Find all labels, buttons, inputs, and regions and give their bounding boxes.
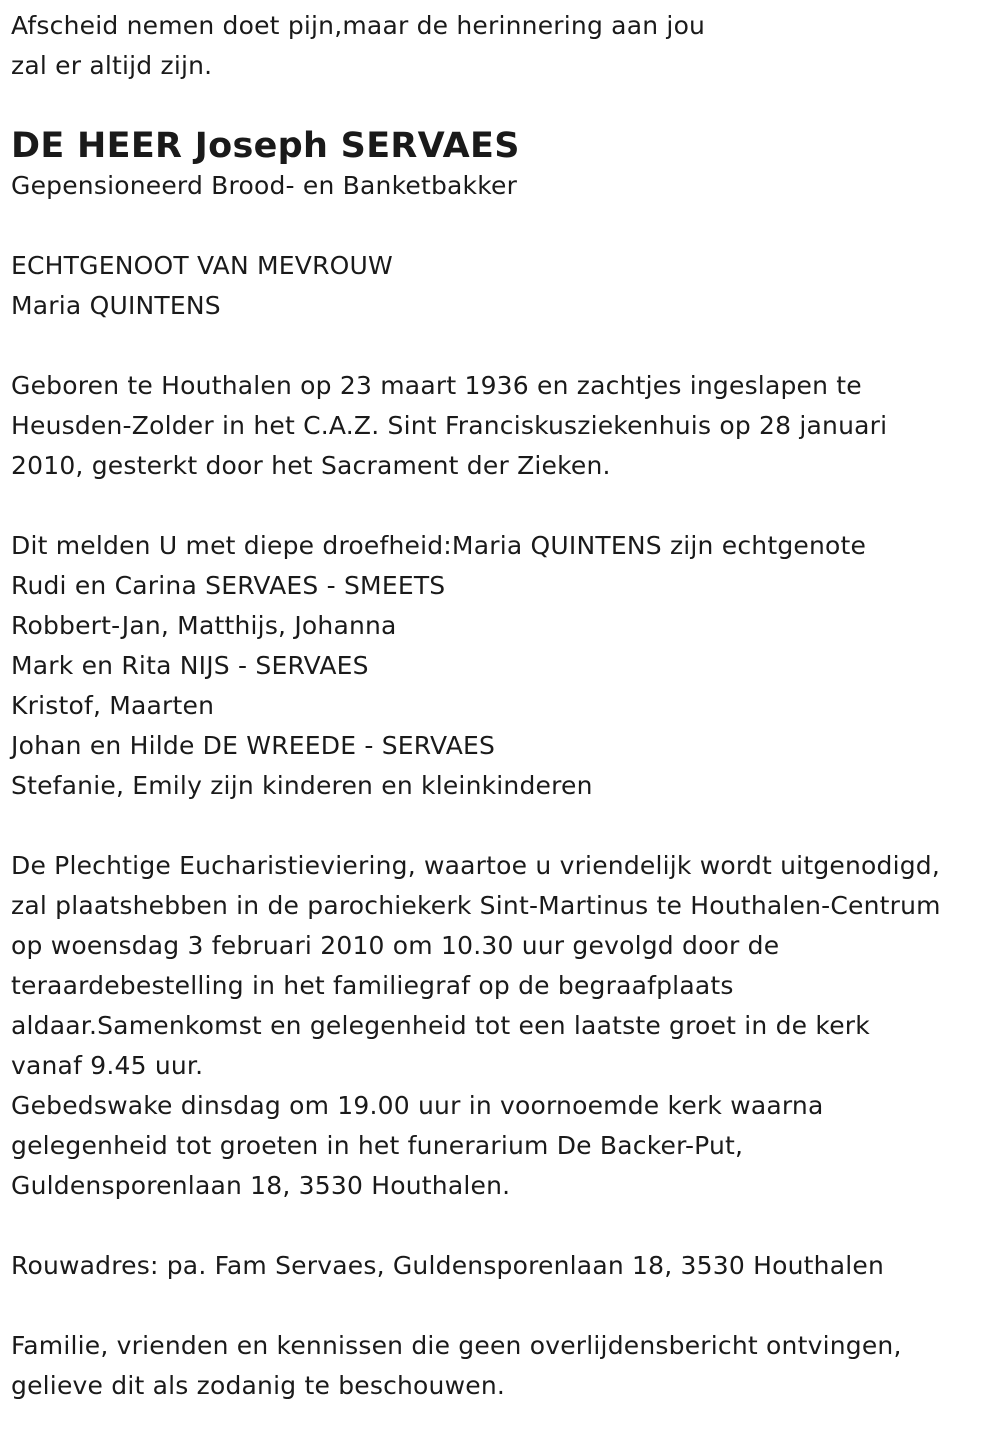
closing-section: [11, 1326, 996, 1406]
family-line: Stefanie, Emily zijn kinderen en kleinkinderen: [11, 771, 593, 800]
family-line: Robbert-Jan, Matthijs, Johanna: [11, 611, 397, 640]
quote-line: Afscheid nemen doet pijn,maar de herinnering aan jou: [11, 11, 706, 40]
ceremony-line: zal plaatshebben in de parochiekerk Sint-Martinus te Houthalen-Centrum: [11, 891, 941, 920]
ceremony-line: teraardebestelling in het familiegraf op de begraafplaats: [11, 971, 734, 1000]
family-section: [11, 526, 996, 806]
ceremony-line: gelegenheid tot groeten in het funerarium De Backer-Put,: [11, 1131, 744, 1160]
family-line: Rudi en Carina SERVAES - SMEETS: [11, 571, 446, 600]
quote-line: zal er altijd zijn.: [11, 51, 213, 80]
family-line: Kristof, Maarten: [11, 691, 215, 720]
profession-text: Gepensioneerd Brood- en Banketbakker: [11, 171, 518, 200]
ceremony-line: Guldensporenlaan 18, 3530 Houthalen.: [11, 1171, 511, 1200]
birth-death-section: [11, 366, 996, 486]
obituary-notice: [11, 6, 996, 1406]
mourning-address: Rouwadres: pa. Fam Servaes, Guldensporenlaan 18, 3530 Houthalen: [11, 1251, 884, 1280]
ceremony-section: [11, 846, 996, 1206]
closing-line: gelieve dit als zodanig te beschouwen.: [11, 1371, 506, 1400]
spacer: [11, 806, 996, 846]
ceremony-line: De Plechtige Eucharistieviering, waartoe u vriendelijk wordt uitgenodigd,: [11, 851, 941, 880]
spouse-label: ECHTGENOOT VAN MEVROUW: [11, 251, 393, 280]
spacer: [11, 486, 996, 526]
spouse-section: [11, 246, 996, 326]
birth-death-line: 2010, gesterkt door het Sacrament der Zieken.: [11, 451, 611, 480]
closing-line: Familie, vrienden en kennissen die geen overlijdensbericht ontvingen,: [11, 1331, 902, 1360]
birth-death-line: Heusden-Zolder in het C.A.Z. Sint Franciskusziekenhuis op 28 januari: [11, 411, 888, 440]
family-line: Johan en Hilde DE WREEDE - SERVAES: [11, 731, 496, 760]
ceremony-line: Gebedswake dinsdag om 19.00 uur in voornoemde kerk waarna: [11, 1091, 824, 1120]
ceremony-line: op woensdag 3 februari 2010 om 10.30 uur gevolgd door de: [11, 931, 780, 960]
spouse-name: Maria QUINTENS: [11, 291, 221, 320]
opening-quote: [11, 6, 996, 86]
family-line: Mark en Rita NIJS - SERVAES: [11, 651, 369, 680]
spacer: [11, 206, 996, 246]
family-line: Dit melden U met diepe droefheid:Maria QUINTENS zijn echtgenote: [11, 531, 867, 560]
ceremony-line: vanaf 9.45 uur.: [11, 1051, 204, 1080]
ceremony-line: aldaar.Samenkomst en gelegenheid tot een laatste groet in de kerk: [11, 1011, 870, 1040]
spacer: [11, 326, 996, 366]
spacer: [11, 1286, 996, 1326]
birth-death-line: Geboren te Houthalen op 23 maart 1936 en zachtjes ingeslapen te: [11, 371, 862, 400]
spacer: [11, 1206, 996, 1246]
deceased-name-heading: DE HEER Joseph SERVAES: [11, 126, 520, 166]
